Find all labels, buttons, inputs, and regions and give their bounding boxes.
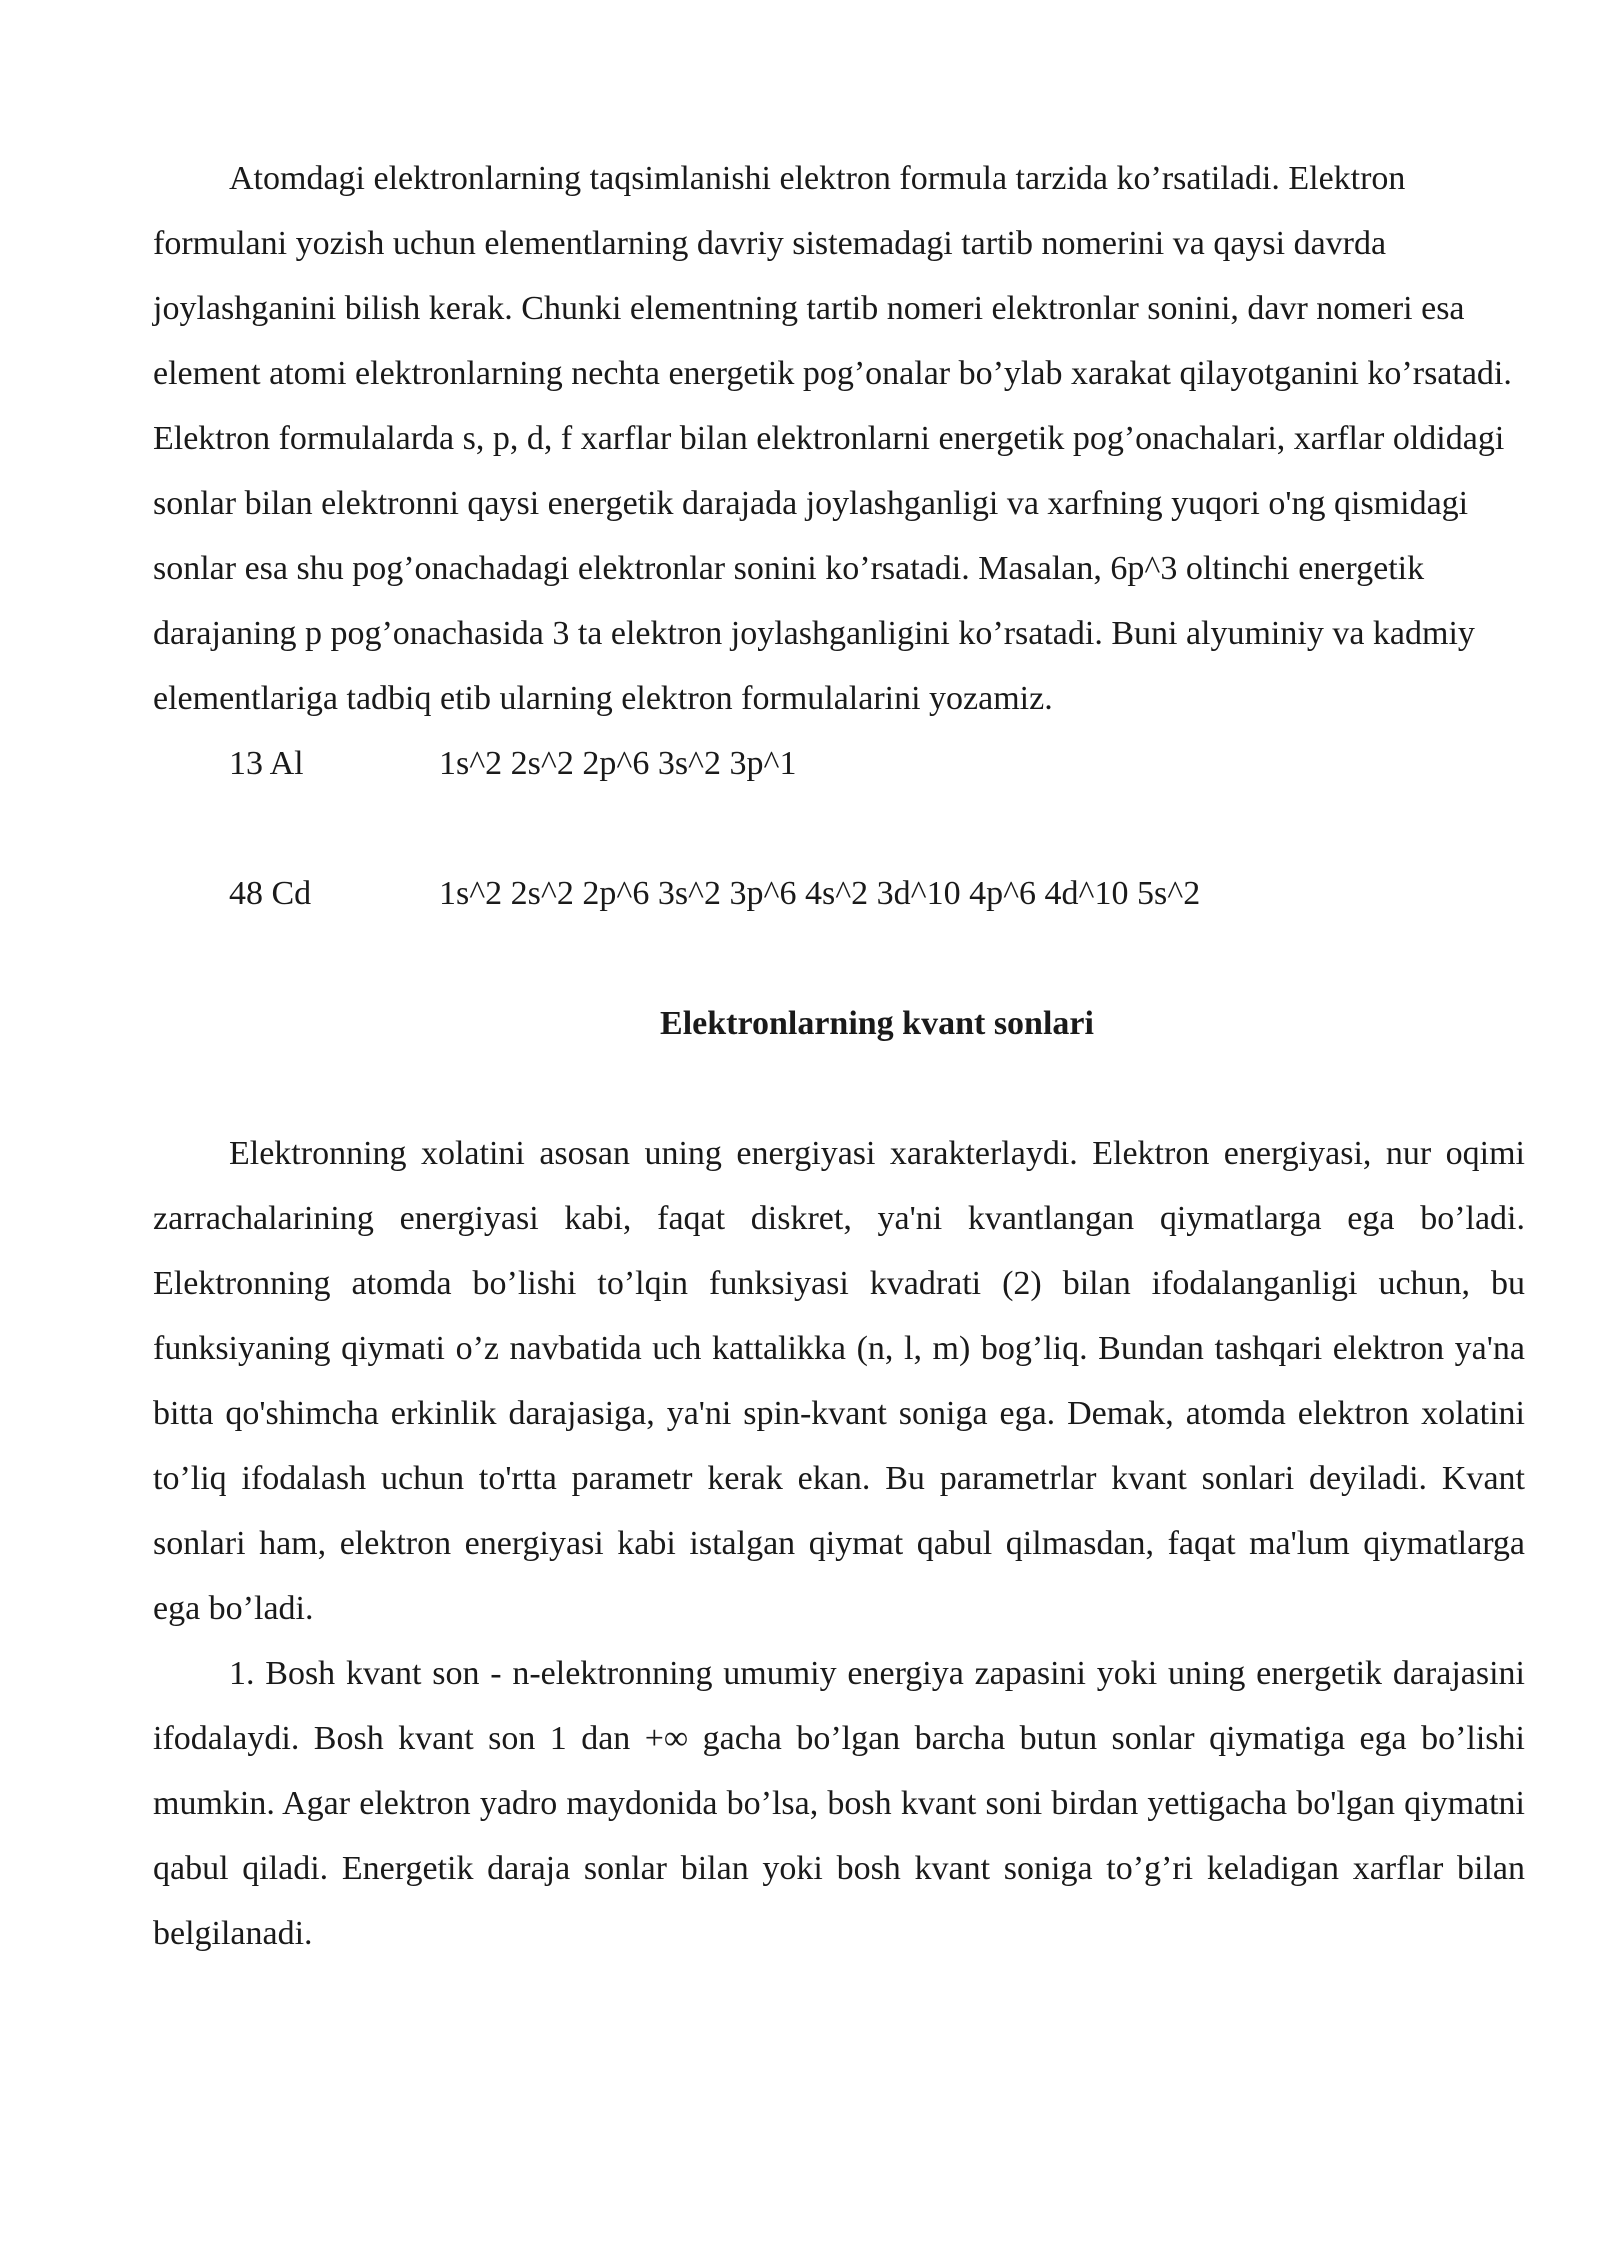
paragraph-principal: 1. Bosh kvant son - n-elektronning umumiy energiya zapasini yoki uning energetik darajasini ifodalaydi. Bosh kvant son 1 dan +∞ gacha bo’lgan barcha butun sonlar qiymatiga ega bo’lishi mumkin. Agar elektron yadro maydonida bo’lsa, bosh kvant soni birdan yettigacha bo'lgan qiymatni qabul qiladi. Energetik daraja sonlar bilan yoki bosh kvant soniga to’g’ri keladigan xarflar bilan belgilanadi. [153, 1655, 1525, 1952]
formula-element: 48 Cd [229, 875, 312, 912]
formula-config: 1s^2 2s^2 2p^6 3s^2 3p^1 [439, 745, 797, 782]
paragraph-intro: Atomdagi elektronlarning taqsimlanishi elektron formula tarzida ko’rsatiladi. Elektron formulani yozish uchun elementlarning davriy sistemadagi tartib nomerini va qaysi davrda joylashganini bilish kerak. Chunki elementning tartib nomeri elektronlar sonini, davr nomeri esa element atomi elektronlarning nechta energetik pog’onalar bo’ylab xarakat qilayotganini ko’rsatadi. Elektron formulalarda s, p, d, f xarflar bilan elektronlarni energetik pog’onachalari, xarflar oldidagi sonlar bilan elektronni qaysi energetik darajada joylashganligi va xarfning yuqori o'ng qismidagi sonlar esa shu pog’onachadagi elektronlar sonini ko’rsatadi. Masalan, 6p^3 oltinchi energetik darajaning p pog’onachasida 3 ta elektron joylashganligini ko’rsatadi. Buni alyuminiy va kadmiy elementlariga tadbiq etib ularning elektron formulalarini yozamiz. [153, 160, 1512, 717]
formula-config: 1s^2 2s^2 2p^6 3s^2 3p^6 4s^2 3d^10 4p^6 4d^10 5s^2 [439, 875, 1201, 912]
document-page [153, 146, 1525, 1966]
formula-element: 13 Al [229, 745, 304, 782]
formula-row-al [153, 731, 1525, 796]
section-heading: Elektronlarning kvant sonlari [660, 1005, 1094, 1042]
spacer [153, 796, 1525, 861]
spacer [153, 1056, 1525, 1121]
paragraph-quantum: Elektronning xolatini asosan uning energiyasi xarakterlaydi. Elektron energiyasi, nur oqimi zarrachalarining energiyasi kabi, faqat diskret, ya'ni kvantlangan qiymatlarga ega bo’ladi. Elektronning atomda bo’lishi to’lqin funksiyasi kvadrati (2) bilan ifodalanganligi uchun, bu funksiyaning qiymati o’z navbatida uch kattalikka (n, l, m) bog’liq. Bundan tashqari elektron ya'na bitta qo'shimcha erkinlik darajasiga, ya'ni spin-kvant soniga ega. Demak, atomda elektron xolatini to’liq ifodalash uchun to'rtta parametr kerak ekan. Bu parametrlar kvant sonlari deyiladi. Kvant sonlari ham, elektron energiyasi kabi istalgan qiymat qabul qilmasdan, faqat ma'lum qiymatlarga ega bo’ladi. [153, 1135, 1525, 1627]
formula-row-cd [153, 861, 1525, 926]
spacer [153, 926, 1525, 991]
